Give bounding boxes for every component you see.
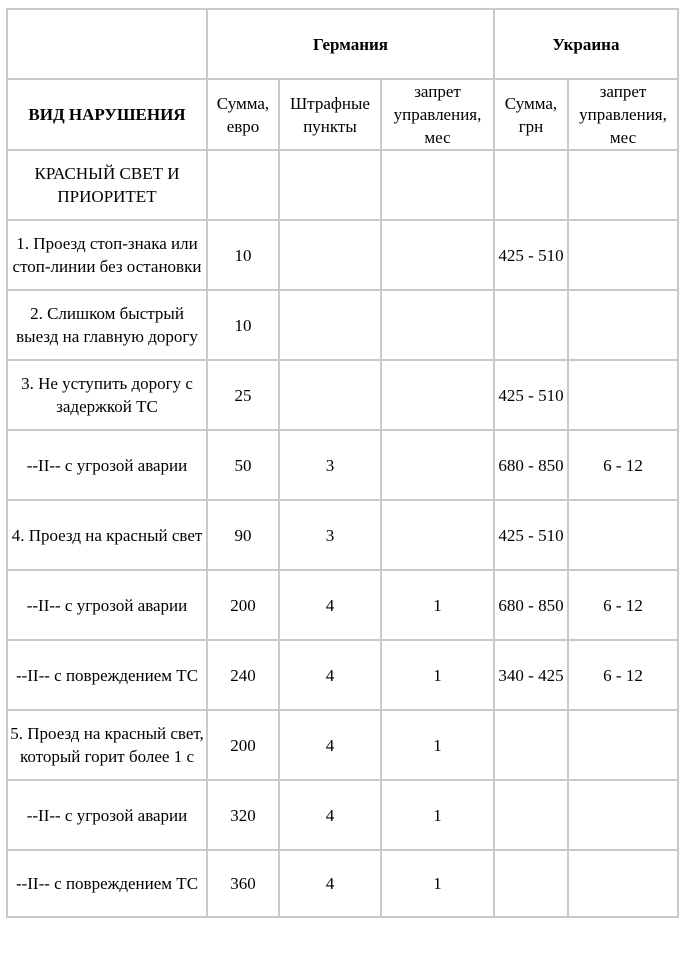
ua-sum-cell [494,150,568,220]
de-points-cell: 4 [279,710,381,780]
de-sum-cell: 360 [207,850,279,917]
header-ua-ban: запрет управления, мес [568,79,678,150]
violation-cell: КРАСНЫЙ СВЕТ И ПРИОРИТЕТ [7,150,207,220]
de-sum-cell: 200 [207,710,279,780]
violation-cell: --II-- с угрозой аварии [7,430,207,500]
violation-cell: --II-- с угрозой аварии [7,780,207,850]
table-row [7,360,678,430]
de-sum-cell: 240 [207,640,279,710]
violation-cell: 2. Слишком быстрый выезд на главную дорогу [7,290,207,360]
violation-cell: --II-- с угрозой аварии [7,570,207,640]
de-ban-cell: 1 [381,780,494,850]
table-row [7,290,678,360]
ua-ban-cell [568,500,678,570]
table-row [7,850,678,917]
table-row [7,220,678,290]
ua-ban-cell [568,850,678,917]
ua-ban-cell [568,710,678,780]
ua-sum-cell: 425 - 510 [494,220,568,290]
de-ban-cell: 1 [381,640,494,710]
table-row [7,780,678,850]
ua-ban-cell [568,360,678,430]
de-sum-cell: 50 [207,430,279,500]
document-page [6,8,679,918]
ua-ban-cell [568,220,678,290]
de-ban-cell: 1 [381,850,494,917]
ua-ban-cell: 6 - 12 [568,570,678,640]
de-points-cell: 3 [279,430,381,500]
de-sum-cell [207,150,279,220]
de-ban-cell [381,290,494,360]
de-ban-cell: 1 [381,710,494,780]
header-ua-sum: Сумма, грн [494,79,568,150]
fines-table [6,8,679,918]
table-row [7,710,678,780]
de-ban-cell [381,360,494,430]
header-row-columns [7,79,678,150]
de-sum-cell: 320 [207,780,279,850]
de-sum-cell: 10 [207,220,279,290]
table-row [7,430,678,500]
table-row [7,500,678,570]
de-ban-cell [381,220,494,290]
header-germany: Германия [207,9,494,79]
ua-sum-cell: 425 - 510 [494,360,568,430]
header-empty-cell [7,9,207,79]
header-ukraine: Украина [494,9,678,79]
header-row-countries [7,9,678,79]
de-ban-cell: 1 [381,570,494,640]
de-ban-cell [381,150,494,220]
ua-sum-cell: 680 - 850 [494,430,568,500]
ua-sum-cell [494,780,568,850]
de-points-cell: 4 [279,640,381,710]
ua-sum-cell [494,290,568,360]
ua-sum-cell [494,710,568,780]
ua-ban-cell: 6 - 12 [568,640,678,710]
de-ban-cell [381,430,494,500]
ua-sum-cell: 340 - 425 [494,640,568,710]
de-points-cell: 4 [279,850,381,917]
header-de-points: Штрафные пункты [279,79,381,150]
violation-cell: 5. Проезд на красный свет, который горит более 1 с [7,710,207,780]
ua-ban-cell [568,780,678,850]
header-de-sum: Сумма, евро [207,79,279,150]
de-sum-cell: 10 [207,290,279,360]
de-sum-cell: 90 [207,500,279,570]
de-points-cell: 3 [279,500,381,570]
de-points-cell: 4 [279,570,381,640]
de-sum-cell: 200 [207,570,279,640]
ua-ban-cell [568,290,678,360]
table-row [7,570,678,640]
violation-cell: --II-- с повреждением ТС [7,640,207,710]
table-body [7,150,678,917]
ua-sum-cell: 425 - 510 [494,500,568,570]
de-sum-cell: 25 [207,360,279,430]
header-de-ban: запрет управления, мес [381,79,494,150]
table-row [7,150,678,220]
de-points-cell [279,290,381,360]
de-points-cell [279,360,381,430]
ua-ban-cell: 6 - 12 [568,430,678,500]
header-violation-type: ВИД НАРУШЕНИЯ [7,79,207,150]
violation-cell: 1. Проезд стоп-знака или стоп-линии без остановки [7,220,207,290]
ua-sum-cell: 680 - 850 [494,570,568,640]
table-row [7,640,678,710]
de-points-cell [279,150,381,220]
ua-sum-cell [494,850,568,917]
violation-cell: 4. Проезд на красный свет [7,500,207,570]
violation-cell: --II-- с повреждением ТС [7,850,207,917]
ua-ban-cell [568,150,678,220]
de-points-cell: 4 [279,780,381,850]
de-ban-cell [381,500,494,570]
violation-cell: 3. Не уступить дорогу с задержкой ТС [7,360,207,430]
de-points-cell [279,220,381,290]
